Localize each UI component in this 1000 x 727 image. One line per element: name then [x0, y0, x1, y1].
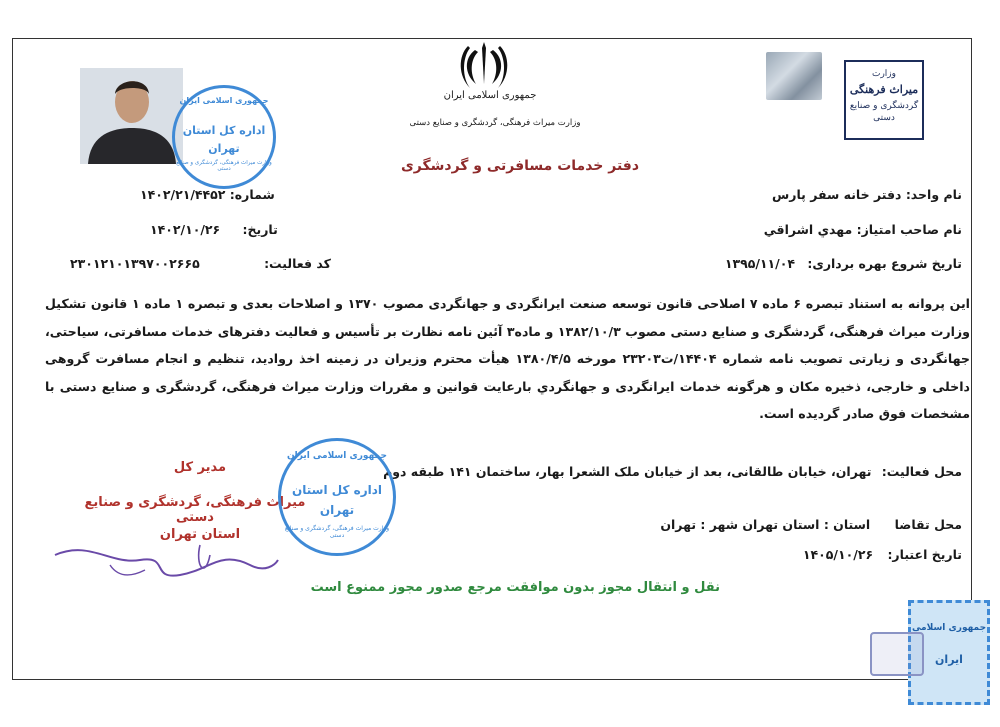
- ministry-name: وزارت میراث فرهنگی، گردشگری و صنایع دستی: [409, 118, 581, 128]
- holder-label: نام صاحب امتیاز:: [856, 222, 962, 237]
- official-stamp: [172, 85, 276, 189]
- signature-scribble: [50, 535, 280, 585]
- number-row: [140, 187, 275, 202]
- validity-label: تاریخ اعتبار:: [887, 547, 962, 562]
- revenue-stamp-top: جمهوری اسلامی: [911, 623, 987, 633]
- activity-code-value: ۲۳۰۱۲۱۰۱۳۹۷۰۰۲۶۶۵: [70, 256, 200, 271]
- stamp-city-text: تهران: [319, 503, 355, 517]
- start-row: [725, 256, 962, 271]
- holder-value: مهدي اشراقي: [763, 222, 853, 237]
- place-row: [383, 464, 962, 479]
- unit-value: دفتر خانه سفر پارس: [772, 187, 902, 202]
- start-value: ۱۳۹۵/۱۱/۰۴: [724, 256, 795, 271]
- request-label: محل تقاضا: [894, 517, 962, 532]
- date-label: تاریخ:: [242, 222, 278, 237]
- request-value: استان : استان تهران شهر : تهران: [660, 517, 871, 532]
- ministry-logo-line: میراث فرهنگی: [849, 83, 919, 96]
- holder-photo: [80, 68, 183, 164]
- hologram-seal: [766, 52, 822, 100]
- holder-row: [764, 222, 962, 237]
- stamp-center-text: اداره کل استان: [292, 483, 382, 497]
- date-value: ۱۴۰۲/۱۰/۲۶: [150, 222, 221, 237]
- stamp-center-text: اداره کل استان: [182, 124, 266, 137]
- official-stamp-bottom: [278, 438, 396, 556]
- ministry-logo: [844, 60, 924, 140]
- signer-org: میراث فرهنگی، گردشگری و صنایع دستی: [84, 495, 306, 525]
- place-label: محل فعالیت:: [881, 464, 962, 479]
- number-value: ۱۴۰۲/۲۱/۴۴۵۲: [140, 187, 226, 202]
- stamp-top-text: جمهوری اسلامی ایران: [286, 451, 388, 461]
- date-row: [150, 222, 278, 237]
- transfer-notice: نقل و انتقال مجوز بدون موافقت مرجع صدور مجوز ممنوع است: [310, 580, 720, 595]
- cancellation-stamp: [870, 632, 924, 676]
- number-label: شماره:: [229, 187, 275, 202]
- license-body: این پروانه به استناد تبصره ۶ ماده ۷ اصلاحی قانون توسعه صنعت ایرانگردی و جهانگردی مصوب ۱۳۷۰ و اصلاحات بعدی و تبصره ۱ ماده ۱ قانون تشکیل وزارت میراث فرهنگی، گردشگری و صنایع دستی مصوب ۱۳۸۲/۱۰/۳ و ماده۳ آئین نامه نظارت بر تأسیس و فعالیت دفترهای خدمات مسافرتی، سیاحتی، جهانگردی و زیارتی تصویب نامه شماره ۱۴۴۰۴/ت۲۳۲۰۳ مورخه ۱۳۸۰/۴/۵ هیأت محترم وزیران در زمینه اخذ روادید، تنظیم و انجام مسافرت گروهی داخلی و خارجی، ذخیره مکان و هرگونه خدمات ایرانگردی و جهانگردي بارعایت قوانین و مقررات وزارت میراث فرهنگی، گردشگری و صنایع دستی با مشخصات فوق صادر گردیده است.: [45, 296, 970, 421]
- activity-code-row: [70, 256, 331, 271]
- signer-role: مدیر کل: [173, 460, 227, 475]
- validity-value: ۱۴۰۵/۱۰/۲۶: [802, 547, 874, 562]
- activity-code-label: کد فعالیت:: [264, 256, 331, 271]
- unit-row: [772, 187, 962, 202]
- ministry-logo-line: وزارت: [871, 69, 896, 79]
- place-value: تهران، خیابان طالقانی، بعد از خیابان ملک الشعرا بهار، ساختمان ۱۴۱ طبقه دوم: [383, 464, 872, 479]
- iran-emblem-icon: [456, 40, 512, 92]
- stamp-bottom-text: وزارت میراث فرهنگی، گردشگری و صنایع دستی: [176, 160, 272, 172]
- start-label: تاریخ شروع بهره برداری:: [807, 256, 962, 271]
- unit-label: نام واحد:: [905, 187, 962, 202]
- gov-name: جمهوری اسلامی ایران: [443, 90, 537, 101]
- stamp-city-text: تهران: [208, 142, 240, 155]
- stamp-top-text: جمهوری اسلامی ایران: [179, 96, 269, 105]
- page-title: دفتر خدمات مسافرتی و گردشگری: [400, 158, 640, 174]
- revenue-stamp-bottom: ایران: [935, 653, 963, 666]
- stamp-bottom-text: وزارت میراث فرهنگی، گردشگری و صنایع دستی: [284, 525, 390, 539]
- ministry-logo-line: گردشگری و صنایع دستی: [849, 101, 919, 123]
- request-row: [660, 517, 962, 532]
- validity-row: [803, 547, 962, 562]
- signer-province: استان تهران: [159, 527, 241, 542]
